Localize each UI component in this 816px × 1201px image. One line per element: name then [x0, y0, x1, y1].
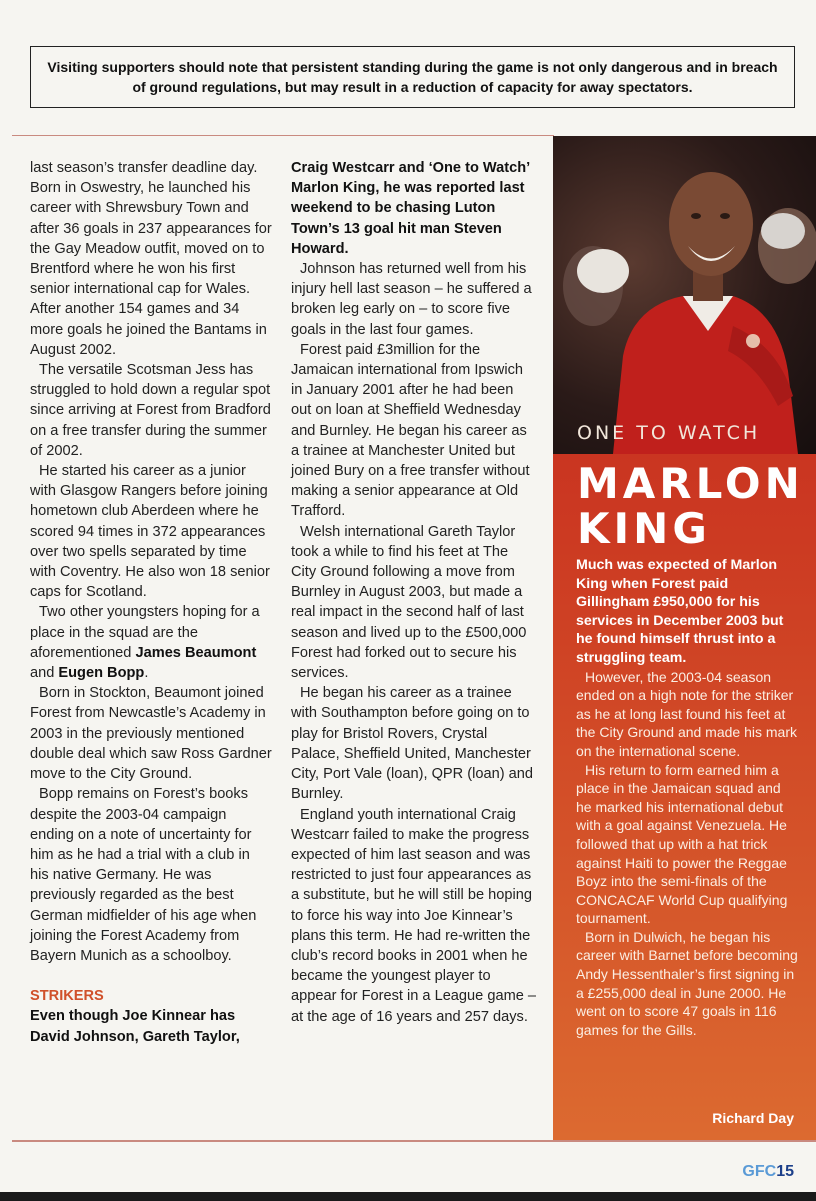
paragraph: last season’s transfer deadline day. Born in Oswestry, he launched his career with Shrewsbury Town and after 36 goals in 237 appearances for the Gay Meadow outfit, moved on to Brentford where he won his first senior international cap for Wales. After another 154 games and 34 more goals he joined the Bantams in August 2002.: [30, 160, 272, 358]
title-line: MARLON: [577, 459, 804, 508]
one-to-watch-sidebar: [553, 136, 816, 1140]
paragraph-text: Two other youngsters hoping for a place in the squad are the aforementioned: [30, 604, 260, 661]
paragraph-text: .: [144, 665, 149, 682]
paragraph: Forest paid £3million for the Jamaican international from Ipswich in January 2001 after he had been out on loan at Sheffield Wednesday and Burnley. He began his career as a trainee at Manchester United but joined Bury on a free transfer without making a senior appearance at Old Trafford.: [291, 341, 530, 520]
bottom-divider: [12, 1140, 816, 1142]
paragraph-text: and: [30, 665, 59, 682]
notice-box: [30, 46, 795, 108]
folio-number: 15: [776, 1163, 794, 1180]
paragraph: Johnson has returned well from his injury hell last season – he suffered a broken leg early on – to score five goals in the last four games.: [291, 261, 532, 338]
section-heading: STRIKERS: [30, 988, 104, 1005]
paragraph: Born in Stockton, Beaumont joined Forest from Newcastle’s Academy in 2003 in the previously mentioned double deal which saw Ross Gardner move to the City Ground.: [30, 685, 272, 783]
paragraph: Welsh international Gareth Taylor took a while to find his feet at The City Ground following a move from Burnley in August 2003, but made a real impact in the second half of last season and lived up to the £500,000 Forest had forked out to secure his services.: [291, 523, 527, 682]
player-photo: [553, 136, 816, 454]
notice-text: Visiting supporters should note that persistent standing during the game is not only dangerous and in breach of ground regulations, but may result in a reduction of capacity for away spectators.: [47, 59, 778, 95]
paragraph: His return to form earned him a place in the Jamaican squad and he marked his international debut with a goal against Venezuela. He followed that up with a hat trick against Haiti to power the Reggae Boyz into the semi-finals of the CONCACAF World Cup qualifying tournament.: [576, 761, 788, 927]
page-edge: [0, 1192, 816, 1201]
byline: Richard Day: [712, 1110, 794, 1126]
article-column-1: [30, 158, 272, 1047]
paragraph: He started his career as a junior with Glasgow Rangers before joining hometown club Aberdeen where he scored 94 times in 372 appearances over two spells separated by time with Coventry. He also won 18 senior caps for Scotland.: [30, 463, 270, 601]
paragraph: However, the 2003-04 season ended on a high note for the striker as he at long last found his feet at the City Ground and made his mark on the international scene.: [576, 668, 797, 759]
top-divider: [12, 135, 554, 136]
player-name: Eugen Bopp: [58, 665, 145, 682]
player-name: James Beaumont: [135, 644, 257, 661]
paragraph: Born in Dulwich, he began his career with Barnet before becoming Andy Hessenthaler’s first signing in a £255,000 deal in June 2000. He went on to score 47 goals in 116 games for the Gills.: [576, 928, 798, 1038]
paragraph: Bopp remains on Forest’s books despite the 2003-04 campaign ending on a note of uncertainty for him as he had a trial with a club in his native Germany. He was previously regarded as the best German midfielder of his age when joining the Forest Academy from Bayern Munich as a schoolboy.: [30, 786, 257, 964]
folio-prefix: GFC: [742, 1163, 777, 1180]
article-column-2: [291, 158, 536, 1027]
paragraph: England youth international Craig Westcarr failed to make the progress expected of him last season and was restricted to just four appearances as a substitute, but he will still be hoping to force his way into Joe Kinnear’s plans this term. He had re-written the club’s record books in 2001 when he became the youngest player to appear for Forest in a League game – at the age of 16 years and 257 days.: [291, 806, 537, 1025]
title-line: KING: [577, 504, 711, 553]
sidebar-kicker: ONE TO WATCH: [577, 422, 761, 444]
paragraph: He began his career as a trainee with Southampton before going on to play for Bristol Rovers, Crystal Palace, Sheffield United, Manchester City, Port Vale (loan), QPR (loan) and Burnley.: [291, 685, 533, 803]
page-number: [742, 1163, 794, 1181]
lede-paragraph: Even though Joe Kinnear has David Johnson, Gareth Taylor,: [30, 1008, 240, 1045]
paragraph: The versatile Scotsman Jess has struggled to hold down a regular spot since arriving at Forest from Bradford on a free transfer during the summer of 2002.: [30, 362, 271, 459]
lede-paragraph: Craig Westcarr and ‘One to Watch’ Marlon King, he was reported last weekend to be chasing Luton Town’s 13 goal hit man Steven Howard.: [291, 160, 530, 257]
sidebar-body: [576, 556, 798, 1039]
paragraph: [30, 602, 272, 683]
player-photo-illustration: [553, 136, 816, 454]
sidebar-lead: Much was expected of Marlon King when Forest paid Gillingham £950,000 for his services in December 2003 but he found himself thrust into a struggling team.: [576, 557, 784, 666]
sidebar-title: [577, 461, 804, 551]
